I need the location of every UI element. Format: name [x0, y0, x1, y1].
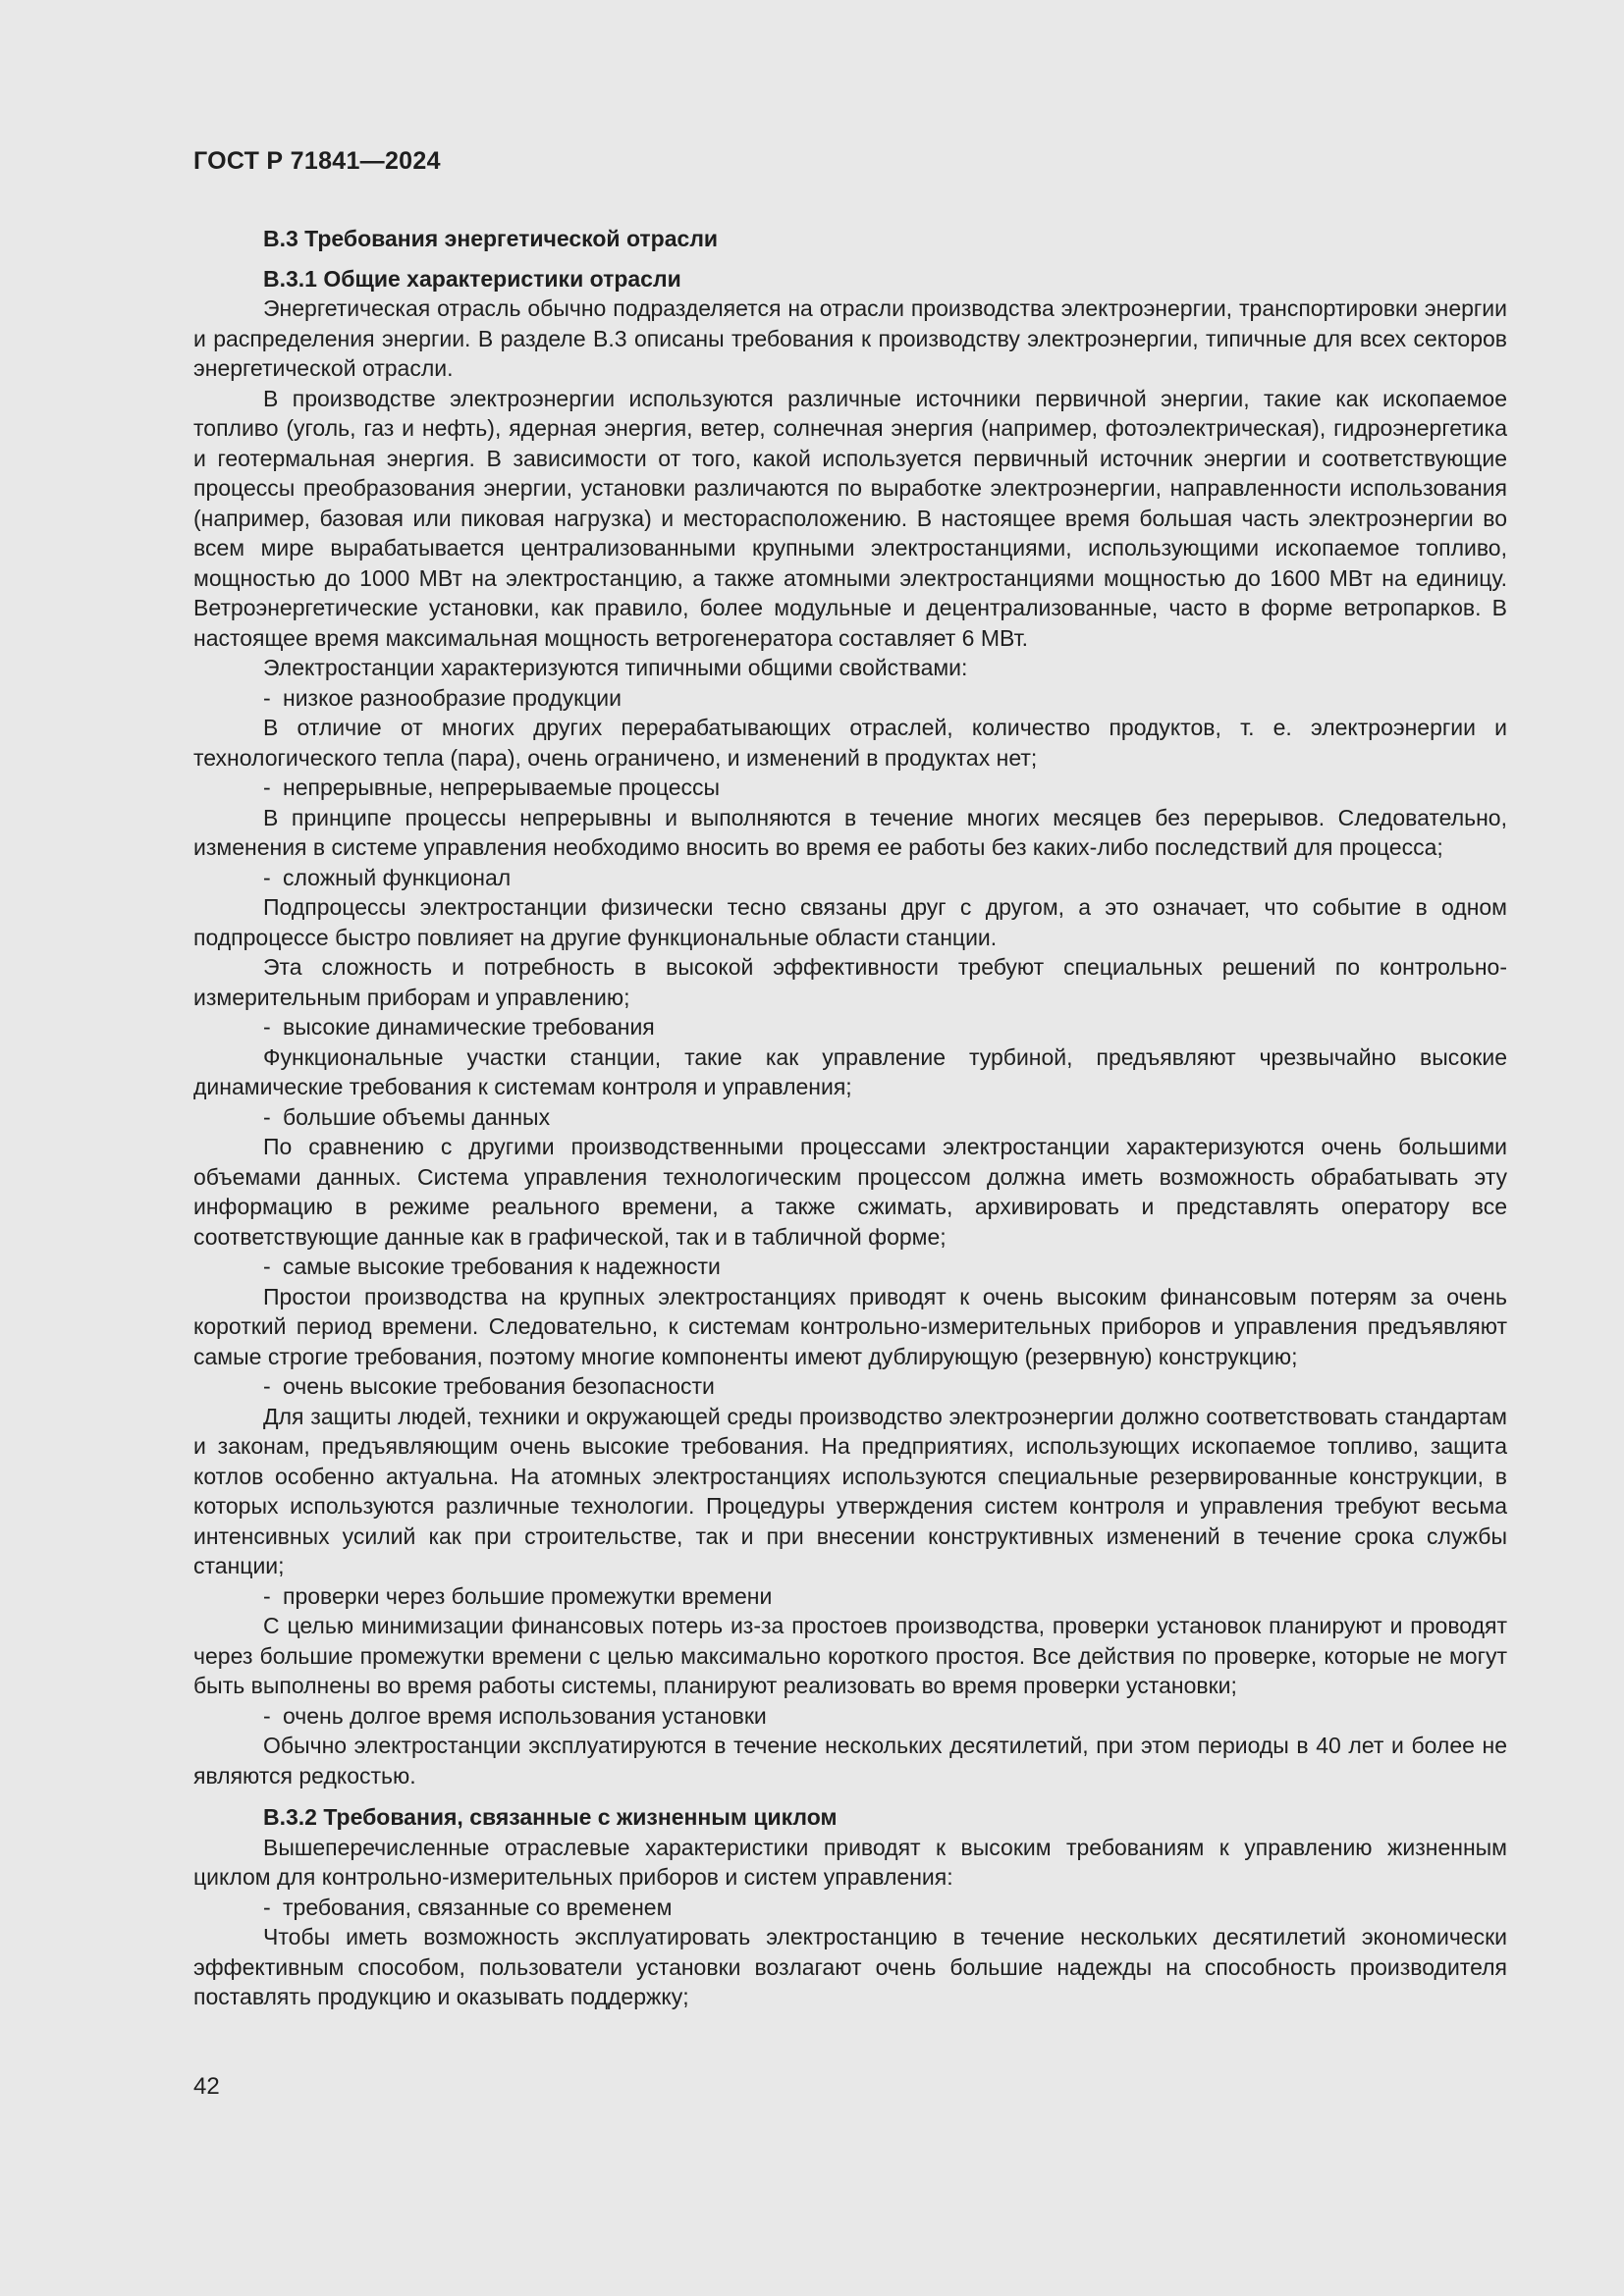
paragraph: Функциональные участки станции, такие как управление турбиной, предъявляют чрезвычайно высокие динамические требования к системам контроля и управления;	[193, 1043, 1507, 1099]
list-item-text: непрерывные, непрерываемые процессы	[283, 774, 721, 800]
list-item	[193, 1371, 1507, 1402]
list-item	[193, 1012, 1507, 1042]
paragraph: Простои производства на крупных электростанциях приводят к очень высоким финансовым потерям за очень короткий период времени. Следовательно, к системам контрольно-измерительных приборов и управления предъявляют самые строгие требования, поэтому многие компоненты имеют дублирующую (резервную) конструкцию;	[193, 1283, 1507, 1369]
paragraph: В принципе процессы непрерывны и выполняются в течение многих месяцев без перерывов. Следовательно, изменения в системе управления необходимо вносить во время ее работы без каких-либо последствий для процесса;	[193, 804, 1507, 860]
list-item-text: высокие динамические требования	[283, 1014, 655, 1040]
list-item	[193, 1581, 1507, 1612]
list-marker: -	[263, 1702, 271, 1729]
subsection-title: В.3.2 Требования, связанные с жизненным циклом	[263, 1804, 838, 1830]
list-item-text: очень высокие требования безопасности	[283, 1373, 715, 1399]
paragraph: Обычно электростанции эксплуатируются в течение нескольких десятилетий, при этом периоды в 40 лет и более не являются редкостью.	[193, 1733, 1507, 1789]
paragraph: По сравнению с другими производственными процессами электростанции характеризуются очень большими объемами данных. Система управления технологическим процессом должна иметь возможность обрабатывать эту информацию в режиме реального времени, а также сжимать, архивировать и представлять оператору все соответствующие данные как в графической, так и в табличной форме;	[193, 1134, 1507, 1250]
list-item	[193, 863, 1507, 893]
subsection-title: В.3.1 Общие характеристики отрасли	[263, 265, 681, 292]
list-item-text: сложный функционал	[283, 864, 512, 890]
document-header: ГОСТ Р 71841—2024	[193, 147, 441, 175]
list-marker: -	[263, 1894, 271, 1920]
list-item	[193, 1701, 1507, 1732]
paragraph: Для защиты людей, техники и окружающей среды производство электроэнергии должно соответствовать стандартам и законам, предъявляющим очень высокие требования. На предприятиях, использующих ископаемое топливо, защита котлов особенно актуальна. На атомных электростанциях используются специальные резервированные конструкции, в которых используются различные технологии. Процедуры утверждения систем контроля и управления требуют весьма интенсивных усилий как при строительстве, так и при внесении конструктивных изменений в течение срока службы станции;	[193, 1403, 1507, 1578]
list-marker: -	[263, 1103, 271, 1130]
list-marker: -	[263, 1373, 271, 1399]
paragraph: С целью минимизации финансовых потерь из-за простоев производства, проверки установок планируют и проводят через большие промежутки времени с целью максимально короткого простоя. Все действия по проверке, которые не могут быть выполнены во время работы системы, планируют реализовать во время проверки установки;	[193, 1613, 1507, 1698]
list-marker: -	[263, 774, 271, 800]
list-item	[193, 683, 1507, 714]
page-body	[193, 224, 1507, 2012]
list-item	[193, 1893, 1507, 1923]
list-item-text: проверки через большие промежутки времени	[283, 1582, 773, 1609]
page-number: 42	[193, 2073, 220, 2100]
paragraph: Энергетическая отрасль обычно подразделяется на отрасли производства электроэнергии, транспортировки энергии и распределения энергии. В разделе В.3 описаны требования к производству электроэнергии, типичные для всех секторов энергетической отрасли.	[193, 295, 1507, 381]
list-marker: -	[263, 1014, 271, 1040]
list-item-text: низкое разнообразие продукции	[283, 684, 622, 711]
paragraph: В отличие от многих других перерабатывающих отраслей, количество продуктов, т. е. электроэнергии и технологического тепла (пара), очень ограничено, и изменений в продуктах нет;	[193, 715, 1507, 771]
list-item	[193, 1252, 1507, 1282]
list-marker: -	[263, 1254, 271, 1279]
list-item-text: самые высокие требования к надежности	[283, 1254, 721, 1279]
list-item-text: очень долгое время использования установки	[283, 1702, 767, 1729]
paragraph: Эта сложность и потребность в высокой эффективности требуют специальных решений по контрольно-измерительным приборам и управлению;	[193, 954, 1507, 1010]
section-title: В.3 Требования энергетической отрасли	[263, 226, 719, 251]
list-marker: -	[263, 1582, 271, 1609]
paragraph: Вышеперечисленные отраслевые характеристики приводят к высоким требованиям к управлению жизненным циклом для контрольно-измерительных приборов и систем управления:	[193, 1834, 1507, 1890]
paragraph: Электростанции характеризуются типичными общими свойствами:	[263, 655, 968, 680]
paragraph: В производстве электроэнергии используются различные источники первичной энергии, такие как ископаемое топливо (уголь, газ и нефть), ядерная энергия, ветер, солнечная энергия (например, фотоэлектрическая), гидроэнергетика и геотермальная энергия. В зависимости от того, какой используется первичный источник энергии и соответствующие процессы преобразования энергии, установки различаются по выработке электроэнергии, направленности использования (например, базовая или пиковая нагрузка) и месторасположению. В настоящее время большая часть электроэнергии во всем мире вырабатывается централизованными крупными электростанциями, использующими ископаемое топливо, мощностью до 1000 МВт на электростанцию, а также атомными электростанциями мощностью до 1600 МВт на единицу. Ветроэнергетические установки, как правило, более модульные и децентрализованные, часто в форме ветропарков. В настоящее время максимальная мощность ветрогенератора составляет 6 МВт.	[193, 385, 1507, 651]
list-marker: -	[263, 684, 271, 711]
paragraph: Чтобы иметь возможность эксплуатировать электростанцию в течение нескольких десятилетий экономически эффективным способом, пользователи установки возлагают очень большие надежды на способность производителя поставлять продукцию и оказывать поддержку;	[193, 1924, 1507, 2009]
list-item	[193, 1102, 1507, 1133]
list-item-text: большие объемы данных	[283, 1103, 551, 1130]
list-item-text: требования, связанные со временем	[283, 1894, 673, 1920]
list-marker: -	[263, 864, 271, 890]
list-item	[193, 773, 1507, 803]
paragraph: Подпроцессы электростанции физически тесно связаны друг с другом, а это означает, что событие в одном подпроцессе быстро повлияет на другие функциональные области станции.	[193, 894, 1507, 950]
